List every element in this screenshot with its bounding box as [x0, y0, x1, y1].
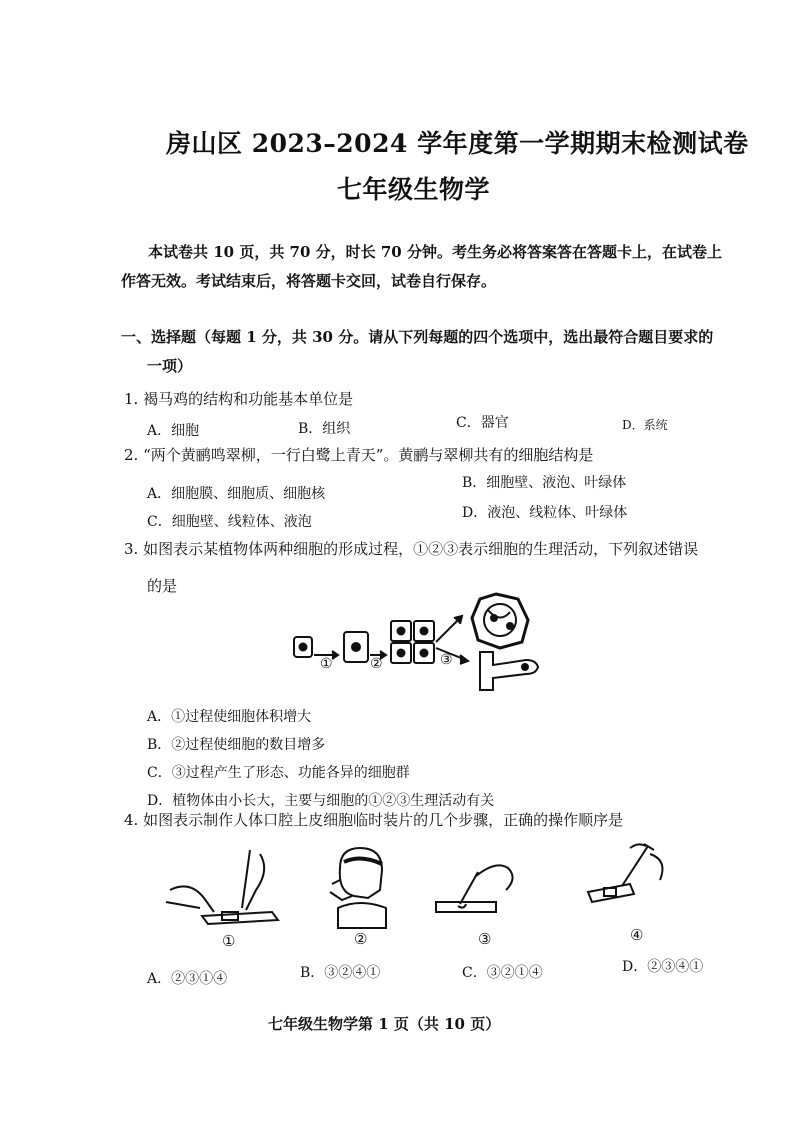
exam-title: 房山区 2023–2024 学年度第一学期期末检测试卷: [166, 129, 749, 158]
question-4-stem: 4. 如图表示制作人体口腔上皮细胞临时装片的几个步骤，正确的操作顺序是: [124, 811, 624, 829]
question-1-stem: 1. 褐马鸡的结构和功能基本单位是: [124, 390, 354, 408]
question-2-option-c: C．细胞壁、线粒体、液泡: [147, 514, 312, 530]
page-footer: 七年级生物学第 1 页（共 10 页）: [268, 1015, 501, 1033]
cell-formation-figure: [288, 590, 548, 695]
exam-subject: 七年级生物学: [337, 175, 491, 204]
section-heading-line-2: 一项）: [147, 357, 193, 375]
question-1-option-b: B．组织: [298, 421, 351, 437]
slide-preparation-figure: [160, 840, 680, 950]
nucleus-icon: [300, 644, 307, 651]
figure-label-3: ③: [440, 652, 453, 668]
step-2-person-icon: [330, 848, 386, 928]
question-1-option-c: C．器官: [456, 415, 509, 431]
question-4-option-c: C．③②①④: [462, 965, 543, 981]
question-3-option-d: D．植物体由小长大，主要与细胞的①②③生理活动有关: [147, 793, 495, 809]
step-4-dropper-icon: [588, 844, 662, 902]
question-4-option-a: A．②③①④: [147, 971, 228, 987]
step-label-3: ③: [478, 930, 492, 948]
figure-label-2: ②: [370, 656, 383, 672]
question-3-option-b: B．②过程使细胞的数目增多: [147, 737, 326, 753]
question-1-option-d: D．系统: [622, 418, 668, 432]
root-hair-cell-icon: [480, 652, 538, 690]
question-2-stem: 2. “两个黄鹂鸣翠柳，一行白鹭上青天”。黄鹂与翠柳共有的细胞结构是: [124, 446, 594, 464]
question-4-option-d: D．②③④①: [622, 959, 704, 975]
step-1-cover-slip-icon: [166, 850, 278, 924]
section-heading-line-1: 一、选择题（每题 1 分，共 30 分。请从下列每题的四个选项中，选出最符合题目要求的: [121, 328, 714, 346]
question-2-option-a: A．细胞膜、细胞质、细胞核: [147, 486, 326, 502]
question-4-option-b: B．③②④①: [300, 965, 381, 981]
question-3-stem-line-2: 的是: [147, 577, 178, 595]
question-3-option-a: A．①过程使细胞体积增大: [147, 709, 312, 725]
question-3-stem-line-1: 3. 如图表示某植物体两种细胞的形成过程，①②③表示细胞的生理活动，下列叙述错误: [124, 540, 699, 558]
arrow-3-up-icon: [436, 618, 460, 642]
step-label-1: ①: [222, 932, 236, 950]
question-2-option-d: D．液泡、线粒体、叶绿体: [462, 505, 628, 521]
step-3-smear-icon: [436, 865, 513, 912]
notice-line-2: 作答无效。考试结束后，将答题卡交回，试卷自行保存。: [121, 272, 497, 290]
step-label-4: ④: [630, 926, 644, 944]
step-label-2: ②: [354, 930, 368, 948]
notice-line-1: 本试卷共 10 页，共 70 分，时长 70 分钟。考生务必将答案答在答题卡上，在试卷上: [148, 243, 722, 261]
question-2-option-b: B．细胞壁、液泡、叶绿体: [462, 475, 627, 491]
figure-label-1: ①: [320, 656, 333, 672]
guard-cell-icon: [472, 594, 528, 648]
question-3-option-c: C．③过程产生了形态、功能各异的细胞群: [147, 765, 410, 781]
question-1-option-a: A．细胞: [147, 423, 200, 439]
